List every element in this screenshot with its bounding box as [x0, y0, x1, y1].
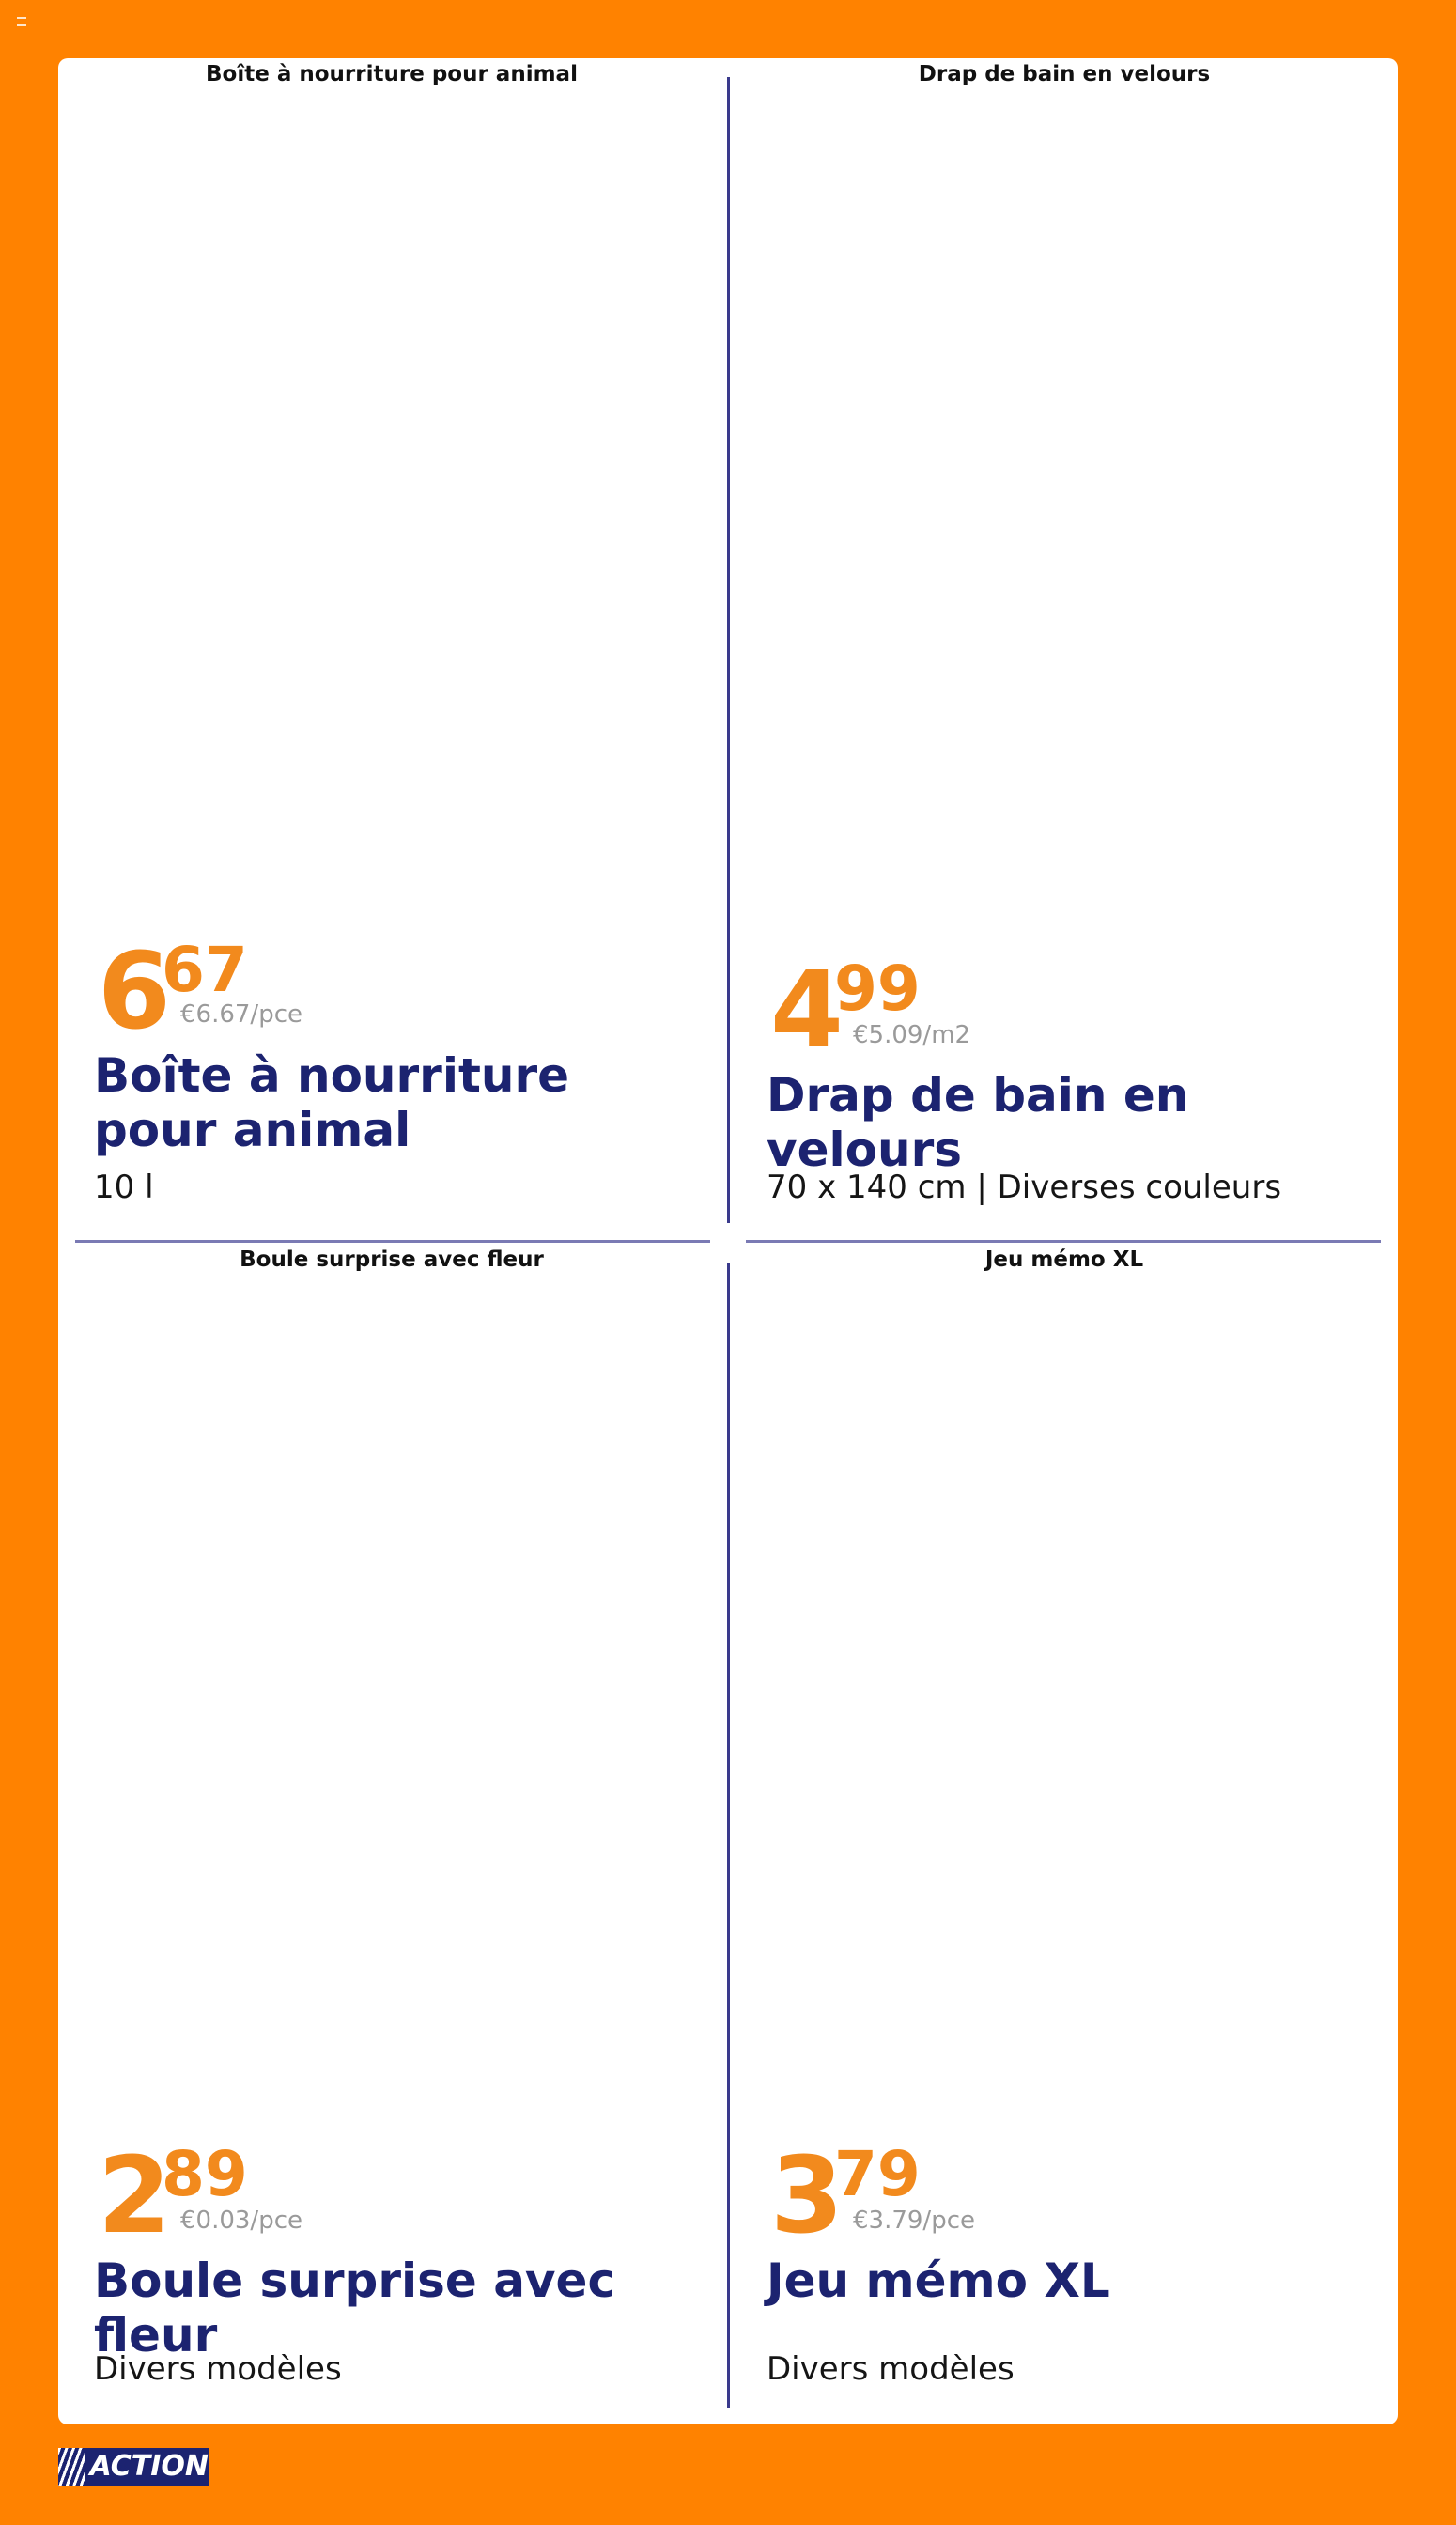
- product-detail: 10 l: [94, 1169, 154, 1206]
- product-header: Jeu mémo XL: [984, 1247, 1144, 1272]
- horizontal-divider-left: [75, 1240, 710, 1243]
- product-name: Drap de bain en velours: [767, 1068, 1189, 1177]
- unit-price: €5.09/m2: [853, 1021, 971, 1049]
- price: [98, 931, 286, 1053]
- logo-stripes-icon: [58, 2448, 85, 2486]
- product-header: Drap de bain en velours: [918, 62, 1211, 86]
- corner-mark: [17, 17, 26, 26]
- unit-price: €3.79/pce: [853, 2207, 975, 2235]
- vertical-divider-bottom: [727, 1263, 730, 2408]
- product-detail: Divers modèles: [94, 2350, 342, 2388]
- horizontal-divider-right: [746, 1240, 1381, 1243]
- price-decimal: 79: [834, 2138, 921, 2210]
- price-integer: 2: [98, 2135, 169, 2257]
- product-name: Boule surprise avec fleur: [94, 2254, 616, 2362]
- product-name: Jeu mémo XL: [767, 2254, 1110, 2308]
- product-name: Boîte à nourriture pour animal: [94, 1048, 570, 1157]
- product-card[interactable]: [731, 58, 1398, 1232]
- price-integer: 4: [770, 950, 842, 1072]
- product-header: Boîte à nourriture pour animal: [206, 62, 578, 86]
- price-integer: 3: [770, 2135, 842, 2257]
- product-detail: Divers modèles: [767, 2350, 1015, 2388]
- price-decimal: 99: [834, 953, 921, 1025]
- unit-price: €6.67/pce: [180, 1000, 302, 1029]
- leaflet-page: [58, 58, 1398, 2424]
- price-decimal: 67: [162, 934, 248, 1006]
- logo-text: ACTION: [89, 2450, 209, 2483]
- product-header: Boule surprise avec fleur: [240, 1247, 544, 1272]
- unit-price: €0.03/pce: [180, 2207, 302, 2235]
- product-card[interactable]: [731, 1246, 1398, 2420]
- price-decimal: 89: [162, 2138, 248, 2210]
- action-logo: [58, 2448, 209, 2486]
- product-detail: 70 x 140 cm | Diverses couleurs: [767, 1169, 1282, 1206]
- product-card[interactable]: [58, 1246, 725, 2420]
- vertical-divider-top: [727, 77, 730, 1223]
- product-card[interactable]: [58, 58, 725, 1232]
- price-integer: 6: [98, 931, 169, 1053]
